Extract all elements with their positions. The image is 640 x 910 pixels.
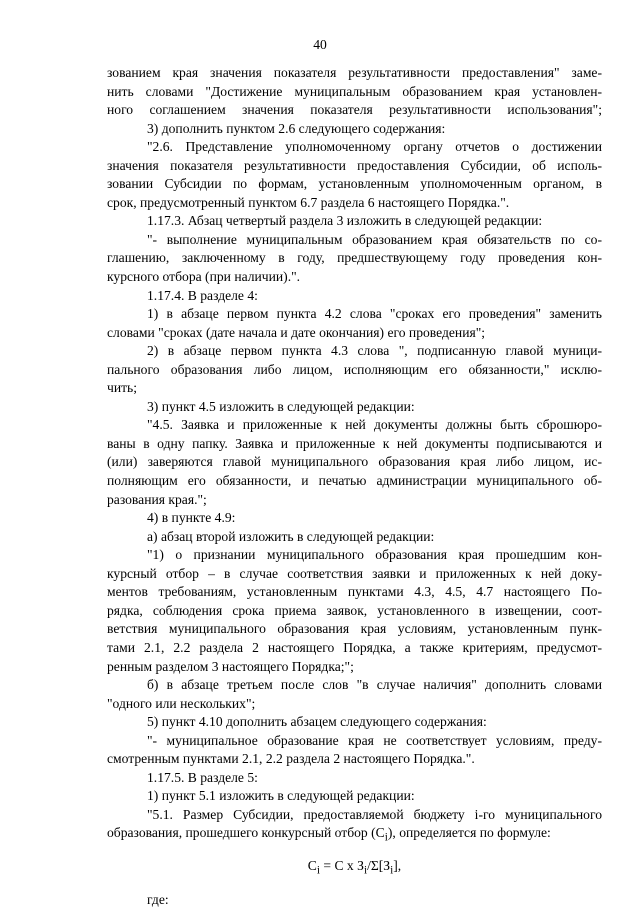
paragraph-line: нить словами "Достижение муниципальным образованием края установлен- — [107, 83, 602, 99]
paragraph-line: "1) о признании муниципального образования края прошедшим кон- — [147, 547, 602, 563]
paragraph-line: полняющим его обязанности, и печатью администрации муниципального об- — [107, 473, 602, 489]
paragraph-line: а) абзац второй изложить в следующей редакции: — [147, 528, 435, 544]
formula-subscript: i — [316, 864, 320, 877]
paragraph-line: словами "сроках (дате начала и дате окончания) его проведения"; — [107, 324, 486, 340]
paragraph-line: смотренным пунктами 2.1, 2.2 раздела 2 настоящего Порядка.". — [107, 751, 475, 767]
paragraph-line: ного соглашением значения показателя результативности использования"; — [107, 102, 602, 118]
paragraph-line: "4.5. Заявка и приложенные к ней документы должны быть сброшюро- — [147, 417, 602, 433]
paragraph-line: тами 2.1, 2.2 раздела 2 настоящего Порядка, а также критериям, предусмот- — [107, 639, 602, 655]
paragraph-line: "2.6. Представление уполномоченному органу отчетов о достижении — [147, 139, 602, 155]
formula-part: C — [307, 857, 317, 873]
paragraph-line: ваны в одну папку. Заявка и приложенные к ней документы подписываются и — [107, 435, 602, 451]
paragraph-line: (или) заверяются главой муниципального образования края либо лицом, ис- — [107, 454, 602, 470]
page-number: 40 — [313, 37, 327, 52]
paragraph-line: 1) в абзаце первом пункта 4.2 слова "сроках его проведения" заменить — [147, 306, 602, 322]
paragraph-line: "5.1. Размер Субсидии, предоставляемой бюджету i-го муниципального — [147, 806, 602, 822]
paragraph-line: зовании Субсидии по формам, установленным уполномоченным органом, в — [107, 176, 602, 192]
paragraph-line: пального образования либо лицом, исполняющим его обязанности," исклю- — [107, 361, 602, 377]
paragraph-line: зованием края значения показателя результативности предоставления" заме- — [107, 65, 602, 80]
paragraph-line: курсный отбор – в случае соответствия заявки и приложенных к ней доку- — [107, 565, 602, 581]
paragraph-line: 1.17.4. В разделе 4: — [147, 287, 258, 303]
paragraph-line: разования края."; — [107, 491, 207, 507]
formula-part: = C x З — [320, 857, 364, 873]
document-body — [107, 64, 602, 910]
text-lines — [107, 64, 602, 843]
formula-part: /Σ[З — [367, 857, 391, 873]
paragraph-line: значения показателя результативности предоставления Субсидии, об исполь- — [107, 157, 602, 173]
paragraph-line: "- муниципальное образование края не соответствует условиям, преду- — [147, 732, 602, 748]
paragraph-line: ветствия муниципального образования края условиям, установленным пунк- — [107, 621, 602, 637]
paragraph-line: 3) дополнить пунктом 2.6 следующего содержания: — [147, 120, 446, 136]
paragraph-line: 3) пункт 4.5 изложить в следующей редакции: — [147, 398, 415, 414]
paragraph-line: 2) в абзаце первом пункта 4.3 слова ", подписанную главой муници- — [147, 343, 602, 359]
formula-part: ], — [393, 857, 402, 873]
formula-subscript: i — [363, 864, 368, 877]
paragraph-line: где: — [147, 891, 169, 907]
paragraph-line: срок, предусмотренный пунктом 6.7 раздела 6 настоящего Порядка.". — [107, 194, 510, 210]
paragraph-line: 4) в пункте 4.9: — [147, 510, 236, 526]
formula-subscript: i — [390, 864, 394, 877]
spacer — [107, 881, 602, 891]
formula — [107, 851, 602, 881]
paragraph-line: курсного отбора (при наличии).". — [107, 269, 301, 285]
paragraph-line: чить; — [107, 380, 138, 396]
paragraph-line: рядка, соблюдения срока приема заявок, установленного в извещении, соот- — [107, 602, 602, 618]
paragraph-line: образования, прошедшего конкурсный отбор $(C_i)$, определяется по формуле: — [107, 825, 551, 845]
paragraph-line: глашению, заключенному в году, предшествующему году проведения кон- — [107, 250, 602, 266]
paragraph-line: ренным разделом 3 настоящего Порядка;"; — [107, 658, 354, 674]
paragraph-line: ментов требованиям, установленным пунктами 4.3, 4.5, 4.7 настоящего По- — [107, 584, 602, 600]
paragraph-line: 1.17.5. В разделе 5: — [147, 769, 258, 785]
paragraph-line: 1) пункт 5.1 изложить в следующей редакции: — [147, 788, 415, 804]
paragraph-line: "- выполнение муниципальным образованием края обязательств по со- — [147, 231, 602, 247]
paragraph-line: 5) пункт 4.10 дополнить абзацем следующего содержания: — [147, 714, 487, 730]
paragraph-line: 1.17.3. Абзац четвертый раздела 3 изложить в следующей редакции: — [147, 213, 543, 229]
paragraph-line: "одного или нескольких"; — [107, 695, 256, 711]
paragraph-line: б) в абзаце третьем после слов "в случае наличия" дополнить словами — [147, 677, 602, 693]
